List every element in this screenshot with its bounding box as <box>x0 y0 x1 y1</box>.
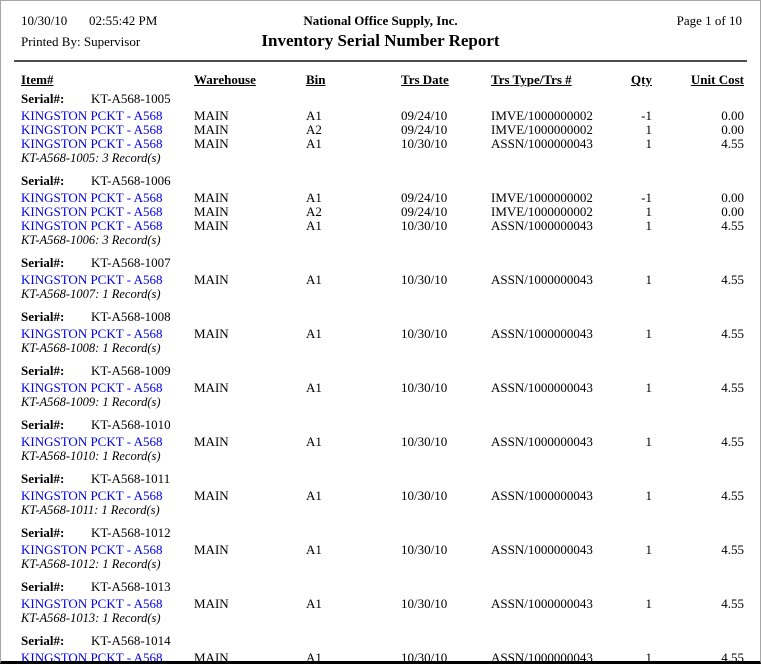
serial-header-row <box>21 525 742 543</box>
group-footer: KT-A568-1012: 1 Record(s) <box>21 557 161 571</box>
unit-cost-cell: 4.55 <box>721 326 744 341</box>
serial-number: KT-A568-1012 <box>91 525 171 540</box>
group-footer: KT-A568-1007: 1 Record(s) <box>21 287 161 301</box>
trs-date-cell: 10/30/10 <box>401 272 448 287</box>
serial-header-row <box>21 309 742 327</box>
group-rows <box>21 435 742 449</box>
unit-cost-cell: 4.55 <box>721 434 744 449</box>
transaction-row <box>21 137 742 151</box>
trs-date-cell: 09/24/10 <box>401 122 448 137</box>
qty-cell: 1 <box>645 326 652 341</box>
item-link[interactable]: KINGSTON PCKT - A568 <box>21 218 163 233</box>
serial-group <box>21 363 742 410</box>
serial-label: Serial#: <box>21 309 65 324</box>
serial-header-row <box>21 363 742 381</box>
group-footer: KT-A568-1009: 1 Record(s) <box>21 395 161 409</box>
print-time: 02:55:42 PM <box>89 13 158 28</box>
group-rows <box>21 109 742 151</box>
warehouse-cell: MAIN <box>194 542 229 557</box>
warehouse-cell: MAIN <box>194 380 229 395</box>
transaction-row <box>21 435 742 449</box>
serial-header-row <box>21 255 742 273</box>
serial-number: KT-A568-1007 <box>91 255 171 270</box>
serial-label: Serial#: <box>21 525 65 540</box>
transaction-row <box>21 597 742 611</box>
serial-group <box>21 173 742 248</box>
warehouse-cell: MAIN <box>194 272 229 287</box>
unit-cost-cell: 4.55 <box>721 218 744 233</box>
serial-number: KT-A568-1009 <box>91 363 171 378</box>
trs-date-cell: 10/30/10 <box>401 380 448 395</box>
trs-date-cell: 09/24/10 <box>401 108 448 123</box>
trs-type-cell: IMVE/1000000002 <box>491 190 593 205</box>
column-header-bin: Bin <box>306 72 326 87</box>
transaction-row <box>21 273 742 287</box>
warehouse-cell: MAIN <box>194 434 229 449</box>
unit-cost-cell: 0.00 <box>721 204 744 219</box>
serial-group <box>21 91 742 166</box>
unit-cost-cell: 4.55 <box>721 136 744 151</box>
transaction-row <box>21 109 742 123</box>
group-footer: KT-A568-1006: 3 Record(s) <box>21 233 161 247</box>
warehouse-cell: MAIN <box>194 108 229 123</box>
bin-cell: A1 <box>306 190 322 205</box>
serial-label: Serial#: <box>21 579 65 594</box>
serial-header-row <box>21 633 742 651</box>
group-rows <box>21 191 742 233</box>
group-rows <box>21 381 742 395</box>
warehouse-cell: MAIN <box>194 596 229 611</box>
serial-header-row <box>21 91 742 109</box>
item-link[interactable]: KINGSTON PCKT - A568 <box>21 488 163 503</box>
qty-cell: 1 <box>645 272 652 287</box>
qty-cell: 1 <box>645 122 652 137</box>
transaction-row <box>21 651 742 664</box>
trs-type-cell: ASSN/1000000043 <box>491 650 593 664</box>
column-header-trs-date: Trs Date <box>401 72 449 87</box>
qty-cell: 1 <box>645 136 652 151</box>
warehouse-cell: MAIN <box>194 136 229 151</box>
trs-type-cell: IMVE/1000000002 <box>491 122 593 137</box>
qty-cell: 1 <box>645 596 652 611</box>
trs-date-cell: 09/24/10 <box>401 190 448 205</box>
print-date: 10/30/10 <box>21 13 68 28</box>
column-header-qty: Qty <box>631 72 652 87</box>
unit-cost-cell: 4.55 <box>721 380 744 395</box>
transaction-row <box>21 543 742 557</box>
bin-cell: A1 <box>306 108 322 123</box>
serial-number: KT-A568-1014 <box>91 633 171 648</box>
unit-cost-cell: 0.00 <box>721 122 744 137</box>
serial-header-row <box>21 579 742 597</box>
header-divider <box>14 60 747 62</box>
unit-cost-cell: 0.00 <box>721 190 744 205</box>
serial-group <box>21 525 742 572</box>
page-indicator: Page 1 of 10 <box>676 13 742 28</box>
column-header-unit-cost: Unit Cost <box>690 72 744 87</box>
trs-type-cell: ASSN/1000000043 <box>491 380 593 395</box>
bin-cell: A1 <box>306 218 322 233</box>
qty-cell: 1 <box>645 380 652 395</box>
serial-number: KT-A568-1005 <box>91 91 171 106</box>
transaction-row <box>21 205 742 219</box>
bin-cell: A2 <box>306 204 322 219</box>
item-link[interactable]: KINGSTON PCKT - A568 <box>21 380 163 395</box>
group-footer: KT-A568-1013: 1 Record(s) <box>21 611 161 625</box>
trs-type-cell: ASSN/1000000043 <box>491 326 593 341</box>
serial-group <box>21 255 742 302</box>
trs-type-cell: IMVE/1000000002 <box>491 108 593 123</box>
item-link[interactable]: KINGSTON PCKT - A568 <box>21 650 163 664</box>
warehouse-cell: MAIN <box>194 122 229 137</box>
bin-cell: A1 <box>306 326 322 341</box>
group-rows <box>21 597 742 611</box>
trs-date-cell: 10/30/10 <box>401 136 448 151</box>
trs-type-cell: ASSN/1000000043 <box>491 542 593 557</box>
group-footer: KT-A568-1008: 1 Record(s) <box>21 341 161 355</box>
transaction-row <box>21 191 742 205</box>
serial-group <box>21 417 742 464</box>
serial-number: KT-A568-1013 <box>91 579 171 594</box>
qty-cell: 1 <box>645 434 652 449</box>
bin-cell: A1 <box>306 596 322 611</box>
warehouse-cell: MAIN <box>194 190 229 205</box>
trs-type-cell: ASSN/1000000043 <box>491 434 593 449</box>
bin-cell: A1 <box>306 380 322 395</box>
serial-header-row <box>21 471 742 489</box>
item-link[interactable]: KINGSTON PCKT - A568 <box>21 596 163 611</box>
trs-type-cell: ASSN/1000000043 <box>491 272 593 287</box>
serial-group <box>21 471 742 518</box>
trs-date-cell: 10/30/10 <box>401 326 448 341</box>
warehouse-cell: MAIN <box>194 218 229 233</box>
group-rows <box>21 543 742 557</box>
report-groups <box>21 91 742 664</box>
transaction-row <box>21 489 742 503</box>
serial-label: Serial#: <box>21 471 65 486</box>
bin-cell: A1 <box>306 488 322 503</box>
unit-cost-cell: 4.55 <box>721 272 744 287</box>
column-header-item: Item# <box>21 72 54 87</box>
group-rows <box>21 489 742 503</box>
item-link[interactable]: KINGSTON PCKT - A568 <box>21 272 163 287</box>
trs-date-cell: 10/30/10 <box>401 650 448 664</box>
report-body <box>1 72 760 664</box>
serial-label: Serial#: <box>21 255 65 270</box>
serial-number: KT-A568-1010 <box>91 417 171 432</box>
trs-date-cell: 10/30/10 <box>401 542 448 557</box>
item-link[interactable]: KINGSTON PCKT - A568 <box>21 190 163 205</box>
serial-number: KT-A568-1006 <box>91 173 171 188</box>
serial-group <box>21 579 742 626</box>
qty-cell: 1 <box>645 650 652 664</box>
warehouse-cell: MAIN <box>194 326 229 341</box>
printed-by: Printed By: Supervisor <box>21 34 141 49</box>
item-link[interactable]: KINGSTON PCKT - A568 <box>21 122 163 137</box>
warehouse-cell: MAIN <box>194 488 229 503</box>
item-link[interactable]: KINGSTON PCKT - A568 <box>21 434 163 449</box>
transaction-row <box>21 327 742 341</box>
qty-cell: -1 <box>641 108 652 123</box>
group-footer: KT-A568-1011: 1 Record(s) <box>21 503 160 517</box>
trs-date-cell: 10/30/10 <box>401 434 448 449</box>
group-rows <box>21 651 742 664</box>
bin-cell: A1 <box>306 434 322 449</box>
column-header-warehouse: Warehouse <box>194 72 256 87</box>
trs-type-cell: IMVE/1000000002 <box>491 204 593 219</box>
unit-cost-cell: 4.55 <box>721 650 744 664</box>
unit-cost-cell: 4.55 <box>721 542 744 557</box>
trs-type-cell: ASSN/1000000043 <box>491 596 593 611</box>
qty-cell: 1 <box>645 488 652 503</box>
trs-date-cell: 09/24/10 <box>401 204 448 219</box>
serial-group <box>21 633 742 664</box>
group-rows <box>21 273 742 287</box>
group-footer: KT-A568-1010: 1 Record(s) <box>21 449 161 463</box>
trs-date-cell: 10/30/10 <box>401 218 448 233</box>
qty-cell: 1 <box>645 204 652 219</box>
qty-cell: 1 <box>645 218 652 233</box>
serial-label: Serial#: <box>21 417 65 432</box>
serial-label: Serial#: <box>21 91 65 106</box>
serial-header-row <box>21 417 742 435</box>
serial-number: KT-A568-1011 <box>91 471 171 486</box>
unit-cost-cell: 0.00 <box>721 108 744 123</box>
bin-cell: A1 <box>306 650 322 664</box>
serial-label: Serial#: <box>21 363 65 378</box>
company-name: National Office Supply, Inc. <box>303 13 458 28</box>
group-footer: KT-A568-1005: 3 Record(s) <box>21 151 161 165</box>
warehouse-cell: MAIN <box>194 204 229 219</box>
warehouse-cell: MAIN <box>194 650 229 664</box>
transaction-row <box>21 381 742 395</box>
item-link[interactable]: KINGSTON PCKT - A568 <box>21 326 163 341</box>
unit-cost-cell: 4.55 <box>721 488 744 503</box>
qty-cell: -1 <box>641 190 652 205</box>
serial-label: Serial#: <box>21 173 65 188</box>
item-link[interactable]: KINGSTON PCKT - A568 <box>21 136 163 151</box>
group-rows <box>21 327 742 341</box>
transaction-row <box>21 219 742 233</box>
unit-cost-cell: 4.55 <box>721 596 744 611</box>
trs-type-cell: ASSN/1000000043 <box>491 488 593 503</box>
bin-cell: A1 <box>306 136 322 151</box>
trs-date-cell: 10/30/10 <box>401 488 448 503</box>
item-link[interactable]: KINGSTON PCKT - A568 <box>21 204 163 219</box>
trs-type-cell: ASSN/1000000043 <box>491 136 593 151</box>
trs-type-cell: ASSN/1000000043 <box>491 218 593 233</box>
qty-cell: 1 <box>645 542 652 557</box>
serial-number: KT-A568-1008 <box>91 309 171 324</box>
column-header-row <box>21 73 742 91</box>
bin-cell: A2 <box>306 122 322 137</box>
serial-group <box>21 309 742 356</box>
trs-date-cell: 10/30/10 <box>401 596 448 611</box>
item-link[interactable]: KINGSTON PCKT - A568 <box>21 542 163 557</box>
report-title: Inventory Serial Number Report <box>261 31 500 50</box>
bin-cell: A1 <box>306 272 322 287</box>
serial-label: Serial#: <box>21 633 65 648</box>
serial-header-row <box>21 173 742 191</box>
bin-cell: A1 <box>306 542 322 557</box>
item-link[interactable]: KINGSTON PCKT - A568 <box>21 108 163 123</box>
transaction-row <box>21 123 742 137</box>
column-header-trs-type: Trs Type/Trs # <box>491 72 572 87</box>
